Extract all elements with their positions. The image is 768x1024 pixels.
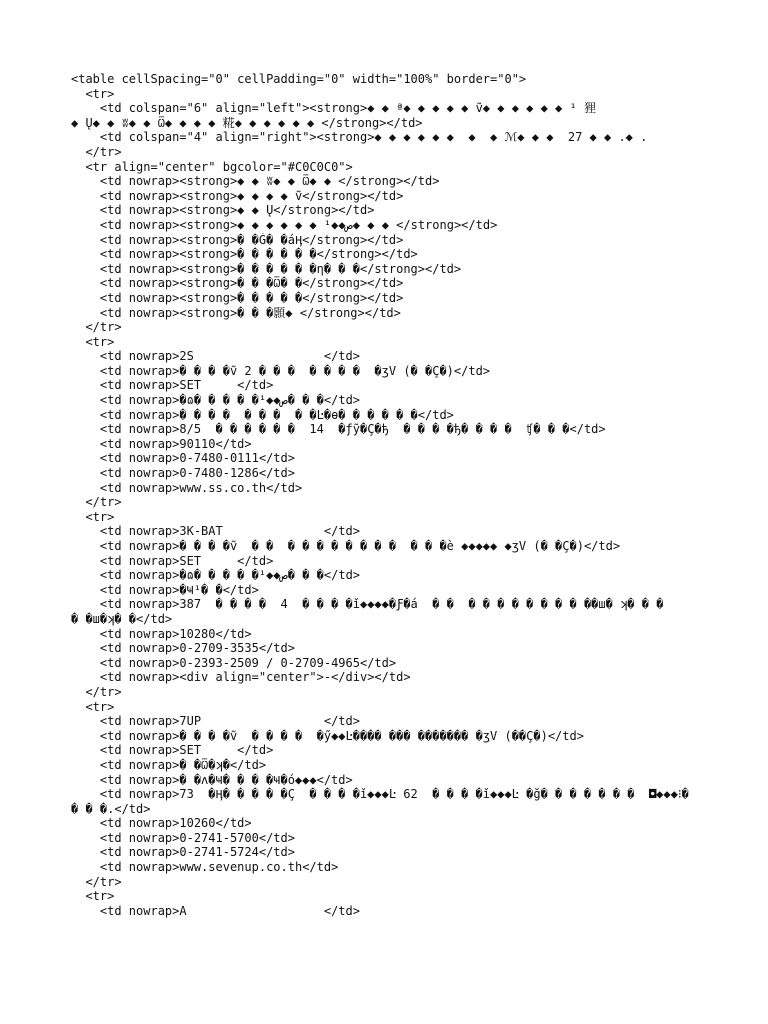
source-line: <td nowrap><strong>� � � � � �ƞ� � �</strong></td> bbox=[71, 261, 462, 276]
source-line: </tr> bbox=[71, 684, 122, 699]
source-line: � � �.</td> bbox=[71, 801, 151, 816]
source-line: <td nowrap>SET </td> bbox=[71, 378, 274, 393]
source-line: <td colspan="4" align="right"><strong>◆ ◆ ◆ ◆ ◆ ◆ ◆ ◆ ℳ◆ ◆ ◆ 27 ◆ ◆ .◆ . bbox=[71, 130, 648, 145]
source-line: <td nowrap><strong>� � �顥◆ </strong></td> bbox=[71, 305, 401, 320]
source-line: <td nowrap>� � � �ṽ � � � � � � � � � � � � �è ◆◆◆◆◆ ◆ʒV (� �Ç�)</td> bbox=[71, 539, 621, 553]
source-line: <td nowrap><strong>� �Ǵ� �áӉ</strong></td> bbox=[71, 232, 404, 247]
source-line: <td nowrap>�Ҹ¹� �</td> bbox=[71, 582, 259, 597]
source-line: </tr> bbox=[71, 874, 122, 889]
source-line: </tr> bbox=[71, 495, 122, 510]
source-line: <td nowrap><strong>◆ ◆ Ų</strong></td> bbox=[71, 203, 375, 218]
source-line: <td nowrap>0-2741-5724</td> bbox=[71, 845, 295, 860]
source-line: <td nowrap>www.sevenup.co.th</td> bbox=[71, 860, 339, 875]
source-line: <table cellSpacing="0" cellPadding="0" width="100%" border="0"> bbox=[71, 72, 527, 86]
source-line: <td nowrap>0-7480-0111</td> bbox=[71, 451, 295, 466]
source-line: <td nowrap>� � � �ṽ � � � � �ӳ◆◆Ŀ���� ��� ������� �ʒV (��Ç�)</td> bbox=[71, 728, 584, 743]
source-line: <td nowrap><strong>� � � � � �</strong></td> bbox=[71, 247, 418, 262]
source-line: <tr> bbox=[71, 86, 115, 101]
source-line: <tr> bbox=[71, 509, 115, 524]
source-line: </tr> bbox=[71, 320, 122, 335]
source-line: <td nowrap><strong>◆ ◆ ʬ◆ ◆ Ѿ◆ ◆ </strong></td> bbox=[71, 174, 440, 189]
source-line: <td nowrap>2S </td> bbox=[71, 349, 360, 364]
source-line: <tr> bbox=[71, 699, 115, 714]
source-line: <td nowrap>SET </td> bbox=[71, 553, 274, 568]
source-line: <td nowrap>0-7480-1286</td> bbox=[71, 466, 295, 481]
source-line: <td nowrap><strong>◆ ◆ ◆ ◆ ṽ</strong></td> bbox=[71, 188, 404, 203]
source-line: <td nowrap><strong>� � �Ѿ� �</strong></td> bbox=[71, 276, 404, 291]
source-line: <td nowrap>387 � � � � 4 � � � �ǐ◆◆◆◆�Ƒ�á � � � � � � � � � � ��ш� ʞ� � � bbox=[71, 597, 664, 612]
source-line: <td nowrap>3K-BAT </td> bbox=[71, 524, 360, 539]
source-line: <td nowrap><strong>◆ ◆ ◆ ◆ ◆ ◆ ص◆◆¹◆ ◆ ◆ </strong></td> bbox=[71, 217, 498, 232]
source-line: <td nowrap>A </td> bbox=[71, 903, 360, 918]
source-line: </tr> bbox=[71, 144, 122, 159]
source-line: � �ш�ʞ� �</td> bbox=[71, 611, 173, 626]
source-line: <tr> bbox=[71, 889, 115, 904]
source-line: <tr align="center" bgcolor="#C0C0C0"> bbox=[71, 159, 353, 174]
source-line: ◆ Ų◆ ◆ ʬ◆ ◆ Ѿ◆ ◆ ◆ ◆ 糀◆ ◆ ◆ ◆ ◆ ◆ </strong></td> bbox=[71, 115, 423, 130]
source-line: <td nowrap>www.ss.co.th</td> bbox=[71, 480, 303, 495]
source-line: <td nowrap>� �ʌ�Ҹ� � � �Ҹ�ó◆◆◆</td> bbox=[71, 772, 353, 787]
source-line: <td nowrap>8/5 � � � � � � 14 �ƒỹ�Ç�ђ � � � �ђ� � � � ʧ� � �</td> bbox=[71, 422, 606, 437]
source-line: <td nowrap>10280</td> bbox=[71, 626, 252, 641]
source-line: <td nowrap>SET </td> bbox=[71, 743, 274, 758]
source-line: <td nowrap>10260</td> bbox=[71, 816, 252, 831]
source-line: <td nowrap><div align="center">-</div></td> bbox=[71, 670, 411, 685]
source-line: <td nowrap>0-2393-2509 / 0-2709-4965</td> bbox=[71, 655, 397, 670]
source-line: <td nowrap>0-2709-3535</td> bbox=[71, 641, 295, 656]
source-line: <td nowrap>�ɷ� � � � �ص◆◆¹� � �</td> bbox=[71, 568, 361, 583]
source-line: <td nowrap><strong>� � � � �</strong></td> bbox=[71, 290, 404, 305]
source-line: <td nowrap>73 �Ӊ� � � � �Ç � � � �ǐ◆◆◆Ŀ 62 � � � �ǐ◆◆◆Ŀ �ğ� � � � � � � ◘◆◆◆⁝� bbox=[71, 787, 689, 802]
source-line: <td nowrap>� �Ѿ�ʞ�</td> bbox=[71, 757, 267, 772]
source-line: <td nowrap>�ɷ� � � � �ص◆◆¹� � �</td> bbox=[71, 393, 361, 408]
source-line: <td nowrap>� � � �ṽ 2 � � � � � � � �ʒV (� �Ç�)</td> bbox=[71, 363, 491, 378]
source-line: <td colspan="6" align="left"><strong>◆ ◆ ª◆ ◆ ◆ ◆ ◆ ṽ◆ ◆ ◆ ◆ ◆ ◆ ¹ 狸 bbox=[71, 101, 596, 116]
source-line: <tr> bbox=[71, 334, 115, 349]
source-line: <td nowrap>0-2741-5700</td> bbox=[71, 830, 295, 845]
html-source-text bbox=[71, 72, 711, 918]
source-line: <td nowrap>7UP </td> bbox=[71, 714, 360, 729]
source-line: <td nowrap>� � � � � � � � �Ŀ�ɵ� � � � � �</td> bbox=[71, 407, 454, 422]
source-line: <td nowrap>90110</td> bbox=[71, 436, 252, 451]
